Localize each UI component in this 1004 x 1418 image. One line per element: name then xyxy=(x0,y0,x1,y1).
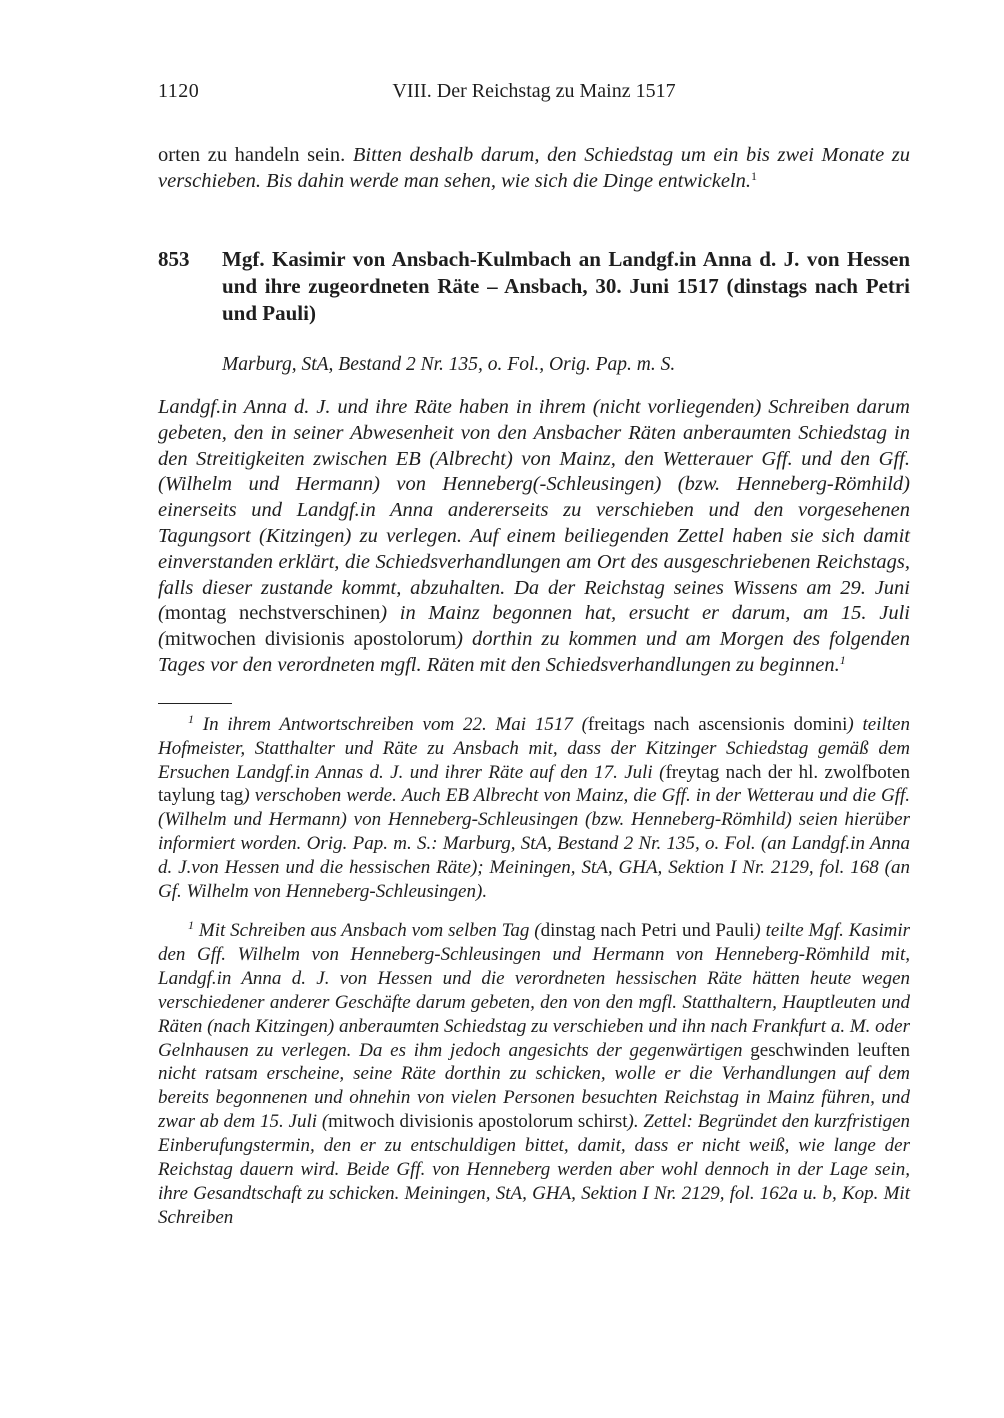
footnote-2: $^1$ Mit Schreiben aus Ansbach vom selben Tag (dinstag nach Petri und Pauli) teilte Mgf. Kasimir den Gff. Wilhelm von Henneberg-Schleusingen und Hermann von Henneberg-Römhild mit, Landgf.in Anna d. J. von Hessen und die verordneten hessischen Räte hätten heute wegen verschiedener anderer Geschäfte darum gebeten, den von den mgfl. Statthaltern, Hauptleuten und Räten (nach Kitzingen) anberaumten Schiedstag zu verschieben und ihn nach Frankfurt a. M. oder Gelnhausen zu verlegen. Da es ihm jedoch angesichts der gegenwärtigen geschwinden leuften nicht ratsam erscheine, seine Räte dorthin zu schicken, wolle er die Verhandlungen auf dem bereits begonnenen und ohnehin von vielen Personen besuchten Reichstag in Mainz führen, und zwar ab dem 15. Juli (mitwoch divisionis apostolorum schirst). Zettel: Begründet den kurzfristigen Einberufungstermin, den er zu entschuldigen bittet, damit, dass er nicht weiß, wie lange der Reichstag dauern wird. Beide Gff. von Henneberg werden aber wohl dennoch in der Lage sein, ihre Gesandtschaft zu schicken. Meiningen, StA, GHA, Sektion I Nr. 2129, fol. 162a u. b, Kop. Mit Schreiben xyxy=(158,918,911,1228)
intro-paragraph: orten zu handeln sein. Bitten deshalb darum, den Schiedstag um ein bis zwei Monate zu verschieben. Bis dahin werde man sehen, wie sich die Dinge entwickeln.$^1$ xyxy=(158,144,910,192)
entry-summary: Landgf.in Anna d. J. und ihre Räte haben in ihrem (nicht vorliegenden) Schreiben darum gebeten, den in seiner Abwesenheit von den Ansbacher Räten anberaumten Schiedstag in den Streitigkeiten zwischen EB (Albrecht) von Mainz, den Wetterauer Gff. und den Gff. (Wilhelm und Hermann) von Henneberg(-Schleusingen) (bzw. Henneberg-Römhild) einerseits und Landgf.in Anna andererseits zu verschieben und den vorgesehenen Tagungsort (Kitzingen) zu verlegen. Auf einem beiliegenden Zettel haben sie sich damit einverstanden erklärt, die Schiedsverhandlungen am Ort des ausgeschriebenen Reichstags, falls dieser zustande kommt, abzuhalten. Da der Reichstag seines Wissens am 29. Juni (montag nechstverschinen) in Mainz begonnen hat, ersucht er darum, am 15. Juli (mitwochen divisionis apostolorum) dorthin zu kommen und am Morgen des folgenden Tages vor den verordneten mgfl. Räten mit den Schiedsverhandlungen zu beginnen.$^1$ xyxy=(158,396,910,676)
page-number: 1120 xyxy=(158,80,200,102)
entry-number: 853 xyxy=(158,247,190,271)
page-header xyxy=(158,80,910,102)
footnote-1: $^1$ In ihrem Antwortschreiben vom 22. Mai 1517 (freitags nach ascensionis domini) teilten Hofmeister, Statthalter und Räte zu Ansbach mit, dass der Kitzinger Schiedstag gemäß dem Ersuchen Landgf.in Annas d. J. und ihrer Räte auf den 17. Juli (freytag nach der hl. zwolfboten taylung tag) verschoben werde. Auch EB Albrecht von Mainz, die Gff. in der Wetterau und die Gff. (Wilhelm und Hermann) von Henneberg-Schleusingen (bzw. Henneberg-Römhild) seien hierüber informiert worden. Orig. Pap. m. S.: Marburg, StA, Bestand 2 Nr. 135, o. Fol. (an Landgf.in Anna d. J.von Hessen und die hessischen Räte); Meiningen, StA, GHA, Sektion I Nr. 2129, fol. 168 (an Gf. Wilhelm von Henneberg-Schleusingen). xyxy=(158,711,911,903)
archival-source-line: Marburg, StA, Bestand 2 Nr. 135, o. Fol., Orig. Pap. m. S. xyxy=(222,354,676,375)
entry-heading xyxy=(158,246,910,327)
entry-title: Mgf. Kasimir von Ansbach-Kulmbach an Landgf.in Anna d. J. von Hessen und ihre zugeordneten Räte – Ansbach, 30. Juni 1517 (dinstags nach Petri und Pauli) xyxy=(222,247,910,325)
running-head: VIII. Der Reichstag zu Mainz 1517 xyxy=(392,80,676,102)
footnote-separator-rule xyxy=(158,703,232,704)
